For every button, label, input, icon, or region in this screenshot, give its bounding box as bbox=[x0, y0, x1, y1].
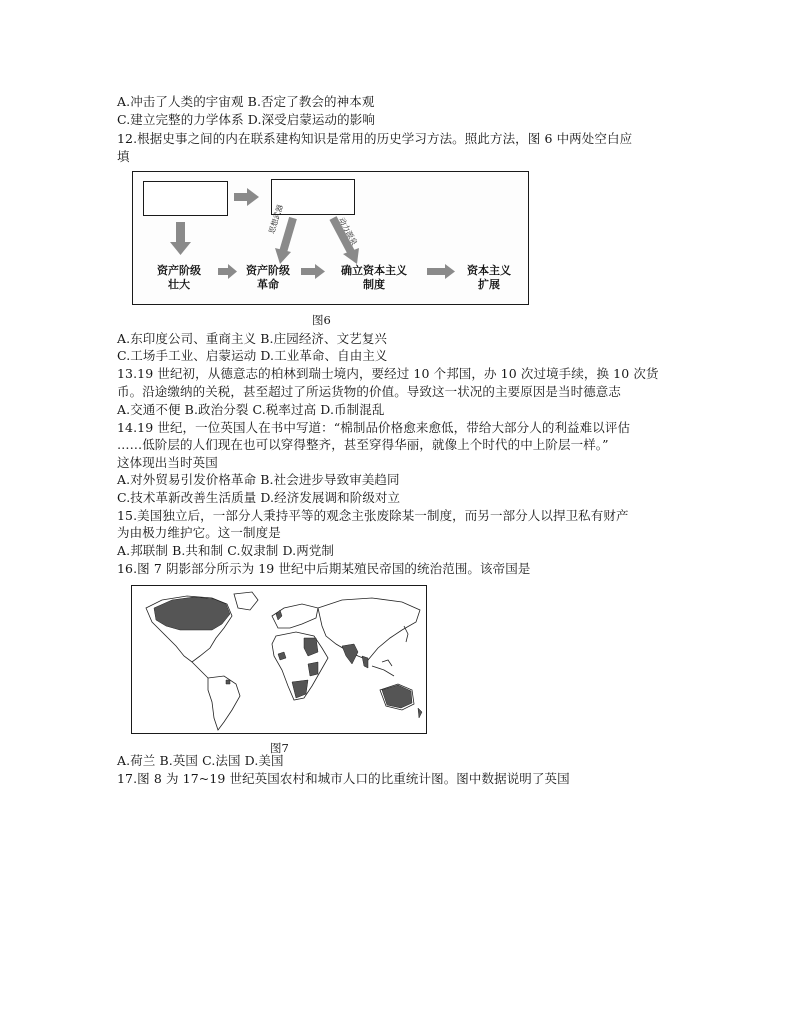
q11-options-line2: C.建立完整的力学体系 D.深受启蒙运动的影响 bbox=[117, 112, 375, 127]
q17-stem: 17.图 8 为 17~19 世纪英国农村和城市人口的比重统计图。图中数据说明了英国 bbox=[117, 771, 570, 786]
stage-bourgeois-revolution bbox=[239, 264, 297, 292]
q12-options-line1: A.东印度公司、重商主义 B.庄园经济、文艺复兴 bbox=[117, 331, 388, 346]
q11-options-line1: A.冲击了人类的宇宙观 B.否定了教会的神本观 bbox=[117, 94, 375, 109]
stage1-line2: 壮大 bbox=[168, 278, 190, 291]
figure-7-world-map bbox=[131, 585, 427, 734]
stage4-line2: 扩展 bbox=[478, 278, 500, 291]
stage3-line1: 确立资本主义 bbox=[341, 264, 407, 277]
figure-6-flowchart bbox=[132, 171, 529, 305]
stage2-line1: 资产阶级 bbox=[246, 264, 290, 277]
british-empire-shaded bbox=[154, 597, 422, 718]
stage-establish-capitalism bbox=[329, 264, 419, 292]
q15-options: A.邦联制 B.共和制 C.奴隶制 D.两党制 bbox=[117, 543, 335, 558]
q13-stem-line2: 币。沿途缴纳的关税，甚至超过了所运货物的价值。导致这一状况的主要原因是当时德意志 bbox=[117, 384, 622, 399]
stage-capitalism-expansion bbox=[459, 264, 519, 292]
stage4-line1: 资本主义 bbox=[467, 264, 511, 277]
q12-options-line2: C.工场手工业、启蒙运动 D.工业革命、自由主义 bbox=[117, 348, 388, 363]
q14-stem-line2: ……低阶层的人们现在也可以穿得整齐，甚至穿得华丽，就像上个时代的中上阶层一样。” bbox=[117, 437, 609, 452]
q16-stem: 16.图 7 阴影部分所示为 19 世纪中后期某殖民帝国的统治范围。该帝国是 bbox=[117, 561, 531, 576]
figure-6-caption: 图6 bbox=[312, 313, 331, 327]
arrow-stage1-to-stage2 bbox=[218, 264, 237, 279]
stage2-line2: 革命 bbox=[257, 278, 279, 291]
q14-stem-line1: 14.19 世纪，一位英国人在书中写道：“棉制品价格愈来愈低，带给大部分人的利益难以评估 bbox=[117, 420, 631, 435]
stage-bourgeoisie-growth bbox=[150, 264, 208, 292]
label-ideological-weapon: 思想武器 bbox=[267, 203, 285, 235]
q13-options: A.交通不便 B.政治分裂 C.税率过高 D.币制混乱 bbox=[117, 402, 385, 417]
q12-stem-line2: 填 bbox=[117, 149, 130, 164]
q13-stem-line1: 13.19 世纪初，从德意志的柏林到瑞士境内，要经过 10 个邦国，办 10 次过境手续，换 10 次货 bbox=[117, 366, 659, 381]
arrow-stage3-to-stage4 bbox=[427, 264, 455, 279]
arrow-box1-down bbox=[170, 222, 191, 255]
arrow-stage2-to-stage3 bbox=[301, 264, 325, 279]
q16-options: A.荷兰 B.英国 C.法国 D.美国 bbox=[117, 753, 284, 768]
arrow-box1-to-box2 bbox=[234, 188, 259, 206]
world-map-svg bbox=[132, 586, 427, 734]
stage3-line2: 制度 bbox=[363, 278, 385, 291]
q15-stem-line1: 15.美国独立后，一部分人秉持平等的观念主张废除某一制度，而另一部分人以捍卫私有财产 bbox=[117, 508, 629, 523]
q14-options-line1: A.对外贸易引发价格革命 B.社会进步导致审美趋同 bbox=[117, 472, 400, 487]
stage1-line1: 资产阶级 bbox=[157, 264, 201, 277]
q12-stem-line1: 12.根据史事之间的内在联系建构知识是常用的历史学习方法。照此方法，图 6 中两处空白应 bbox=[117, 131, 633, 146]
q14-stem-line3: 这体现出当时英国 bbox=[117, 455, 218, 470]
q15-stem-line2: 为由极力维护它。这一制度是 bbox=[117, 525, 281, 540]
figure-7-caption: 图7 bbox=[270, 741, 289, 755]
q14-options-line2: C.技术革新改善生活质量 D.经济发展调和阶级对立 bbox=[117, 490, 401, 505]
label-driving-force: 动力源泉 bbox=[337, 216, 360, 247]
